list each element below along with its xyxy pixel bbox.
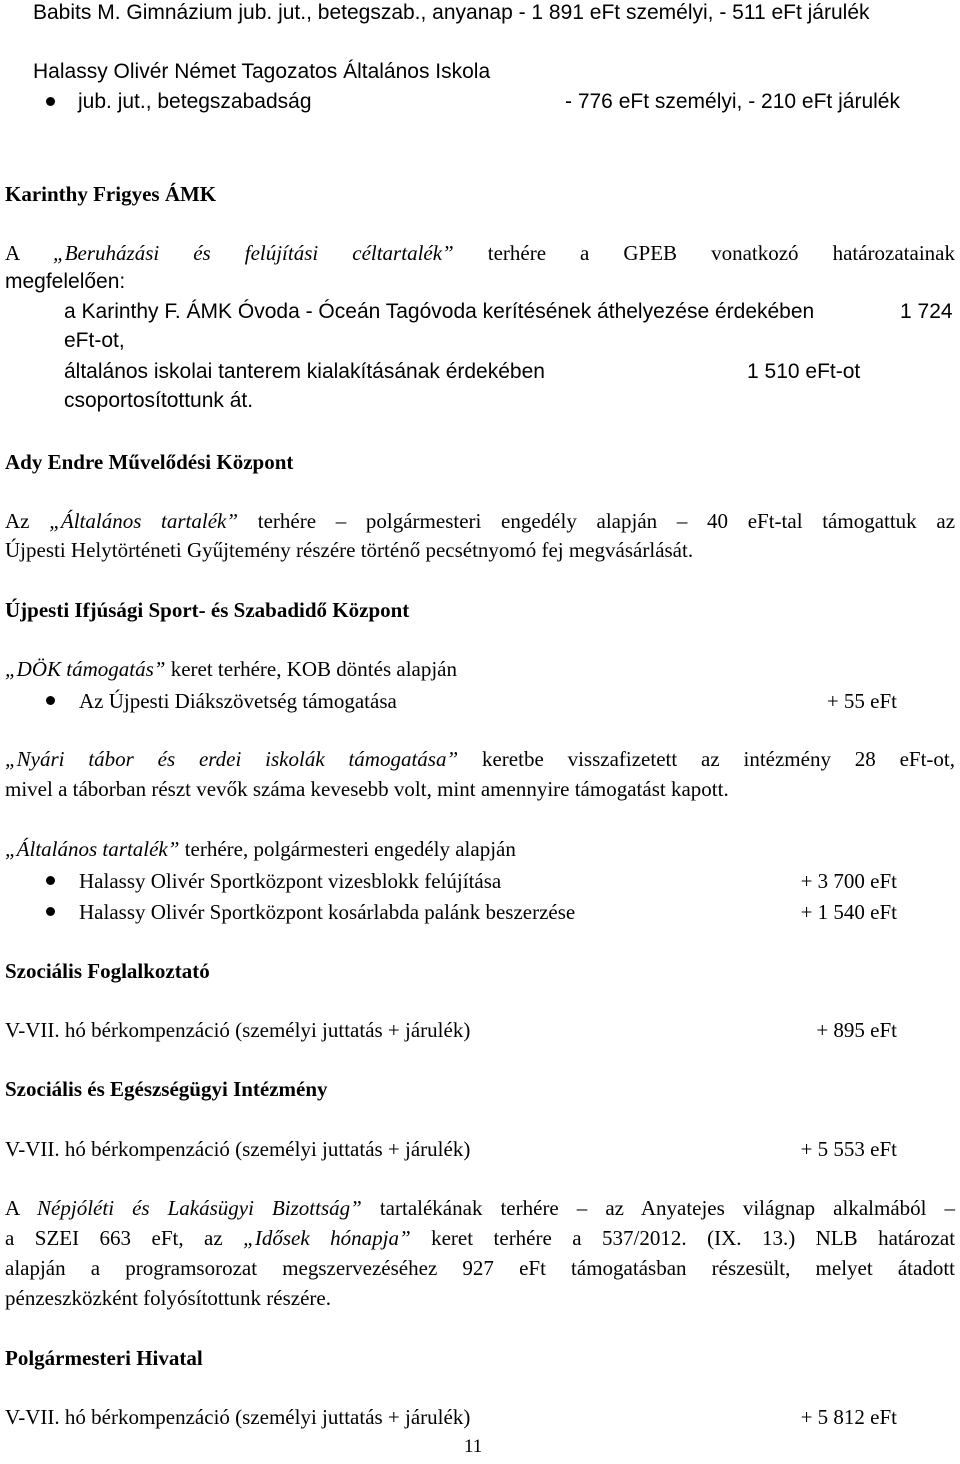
szoc-eu-label: V-VII. hó bérkompenzáció (személyi juttatás + járulék)	[5, 1137, 471, 1161]
sport-item-label: Halassy Olivér Sportközpont kosárlabda palánk beszerzése	[79, 900, 576, 924]
polgarmesteri-heading: Polgármesteri Hivatal	[5, 1346, 203, 1370]
ady-heading: Ady Endre Művelődési Központ	[5, 450, 294, 474]
karinthy-item2-value: 1 510 eFt-ot	[747, 360, 861, 383]
halassy-school-name: Halassy Olivér Német Tagozatos Általános Iskola	[33, 60, 491, 83]
szoc-fogl-heading: Szociális Foglalkoztató	[5, 959, 210, 983]
karinthy-item2-cont: csoportosítottunk át.	[64, 389, 254, 412]
dok-line: „DÖK támogatás” keret terhére, KOB döntés alapján	[5, 657, 458, 681]
szoc-eu-heading: Szociális és Egészségügyi Intézmény	[5, 1077, 328, 1101]
ujpest-sport-heading: Újpesti Ifjúsági Sport- és Szabadidő Központ	[5, 598, 410, 622]
szoc-eu-paragraph-line4: pénzeszközként folyósítottunk részére.	[5, 1286, 331, 1310]
bullet-icon	[46, 97, 55, 106]
karinthy-intro-line2: megfelelően:	[5, 270, 126, 293]
dok-item-value: + 55 eFt	[826, 689, 897, 713]
dok-item-label: Az Újpesti Diákszövetség támogatása	[79, 689, 397, 713]
bullet-icon	[46, 876, 55, 885]
halassy-item-label: jub. jut., betegszabadság	[78, 90, 312, 113]
bullet-icon	[46, 907, 55, 916]
ady-paragraph-line2: Újpesti Helytörténeti Gyűjtemény részére történő pecsétnyomó fej megvásárlását.	[5, 538, 694, 562]
sport-item-value: + 3 700 eFt	[800, 869, 897, 893]
polgarmesteri-value: + 5 812 eFt	[800, 1405, 897, 1429]
szoc-fogl-label: V-VII. hó bérkompenzáció (személyi juttatás + járulék)	[5, 1018, 471, 1042]
szoc-eu-paragraph-line3: alapján a programsorozat megszervezéséhez 927 eFt támogatásban részesült, melyet átadott	[5, 1256, 955, 1280]
szoc-fogl-value: + 895 eFt	[816, 1018, 897, 1042]
szoc-eu-paragraph-line1: A Népjóléti és Lakásügyi Bizottság” tartalékának terhére – az Anyatejes világnap alkalmából –	[5, 1196, 956, 1220]
karinthy-item1-value: 1 724	[900, 300, 953, 323]
page-number: 11	[464, 1436, 483, 1457]
nyari-line2: mivel a táborban részt vevők száma kevesebb volt, mint amennyire támogatást kapott.	[5, 777, 729, 801]
karinthy-intro: A „Beruházási és felújítási céltartalék” terhére a GPEB vonatkozó határozatainak	[5, 241, 955, 265]
bullet-icon	[46, 696, 55, 705]
sport-item-value: + 1 540 eFt	[800, 900, 897, 924]
karinthy-item2-text: általános iskolai tanterem kialakításának érdekében	[64, 360, 545, 383]
karinthy-item1-cont: eFt-ot,	[64, 329, 125, 352]
karinthy-item1-text: a Karinthy F. ÁMK Óvoda - Óceán Tagóvoda kerítésének áthelyezése érdekében	[64, 300, 815, 323]
altalanos-line: „Általános tartalék” terhére, polgármesteri engedély alapján	[5, 837, 516, 861]
halassy-item-value: - 776 eFt személyi, - 210 eFt járulék	[565, 90, 900, 113]
nyari-line1: „Nyári tábor és erdei iskolák támogatása” keretbe visszafizetett az intézmény 28 eFt-ot,	[5, 747, 955, 771]
sport-item-label: Halassy Olivér Sportközpont vizesblokk felújítása	[79, 869, 502, 893]
polgarmesteri-label: V-VII. hó bérkompenzáció (személyi juttatás + járulék)	[5, 1405, 471, 1429]
karinthy-heading: Karinthy Frigyes ÁMK	[5, 182, 217, 206]
babits-line: Babits M. Gimnázium jub. jut., betegszab., anyanap - 1 891 eFt személyi, - 511 eFt járulék	[33, 1, 870, 24]
ady-paragraph-line1: Az „Általános tartalék” terhére – polgármesteri engedély alapján – 40 eFt-tal támogattuk az	[5, 509, 956, 533]
szoc-eu-value: + 5 553 eFt	[800, 1137, 897, 1161]
szoc-eu-paragraph-line2: a SZEI 663 eFt, az „Idősek hónapja” keret terhére a 537/2012. (IX. 13.) NLB határozat	[5, 1226, 956, 1250]
